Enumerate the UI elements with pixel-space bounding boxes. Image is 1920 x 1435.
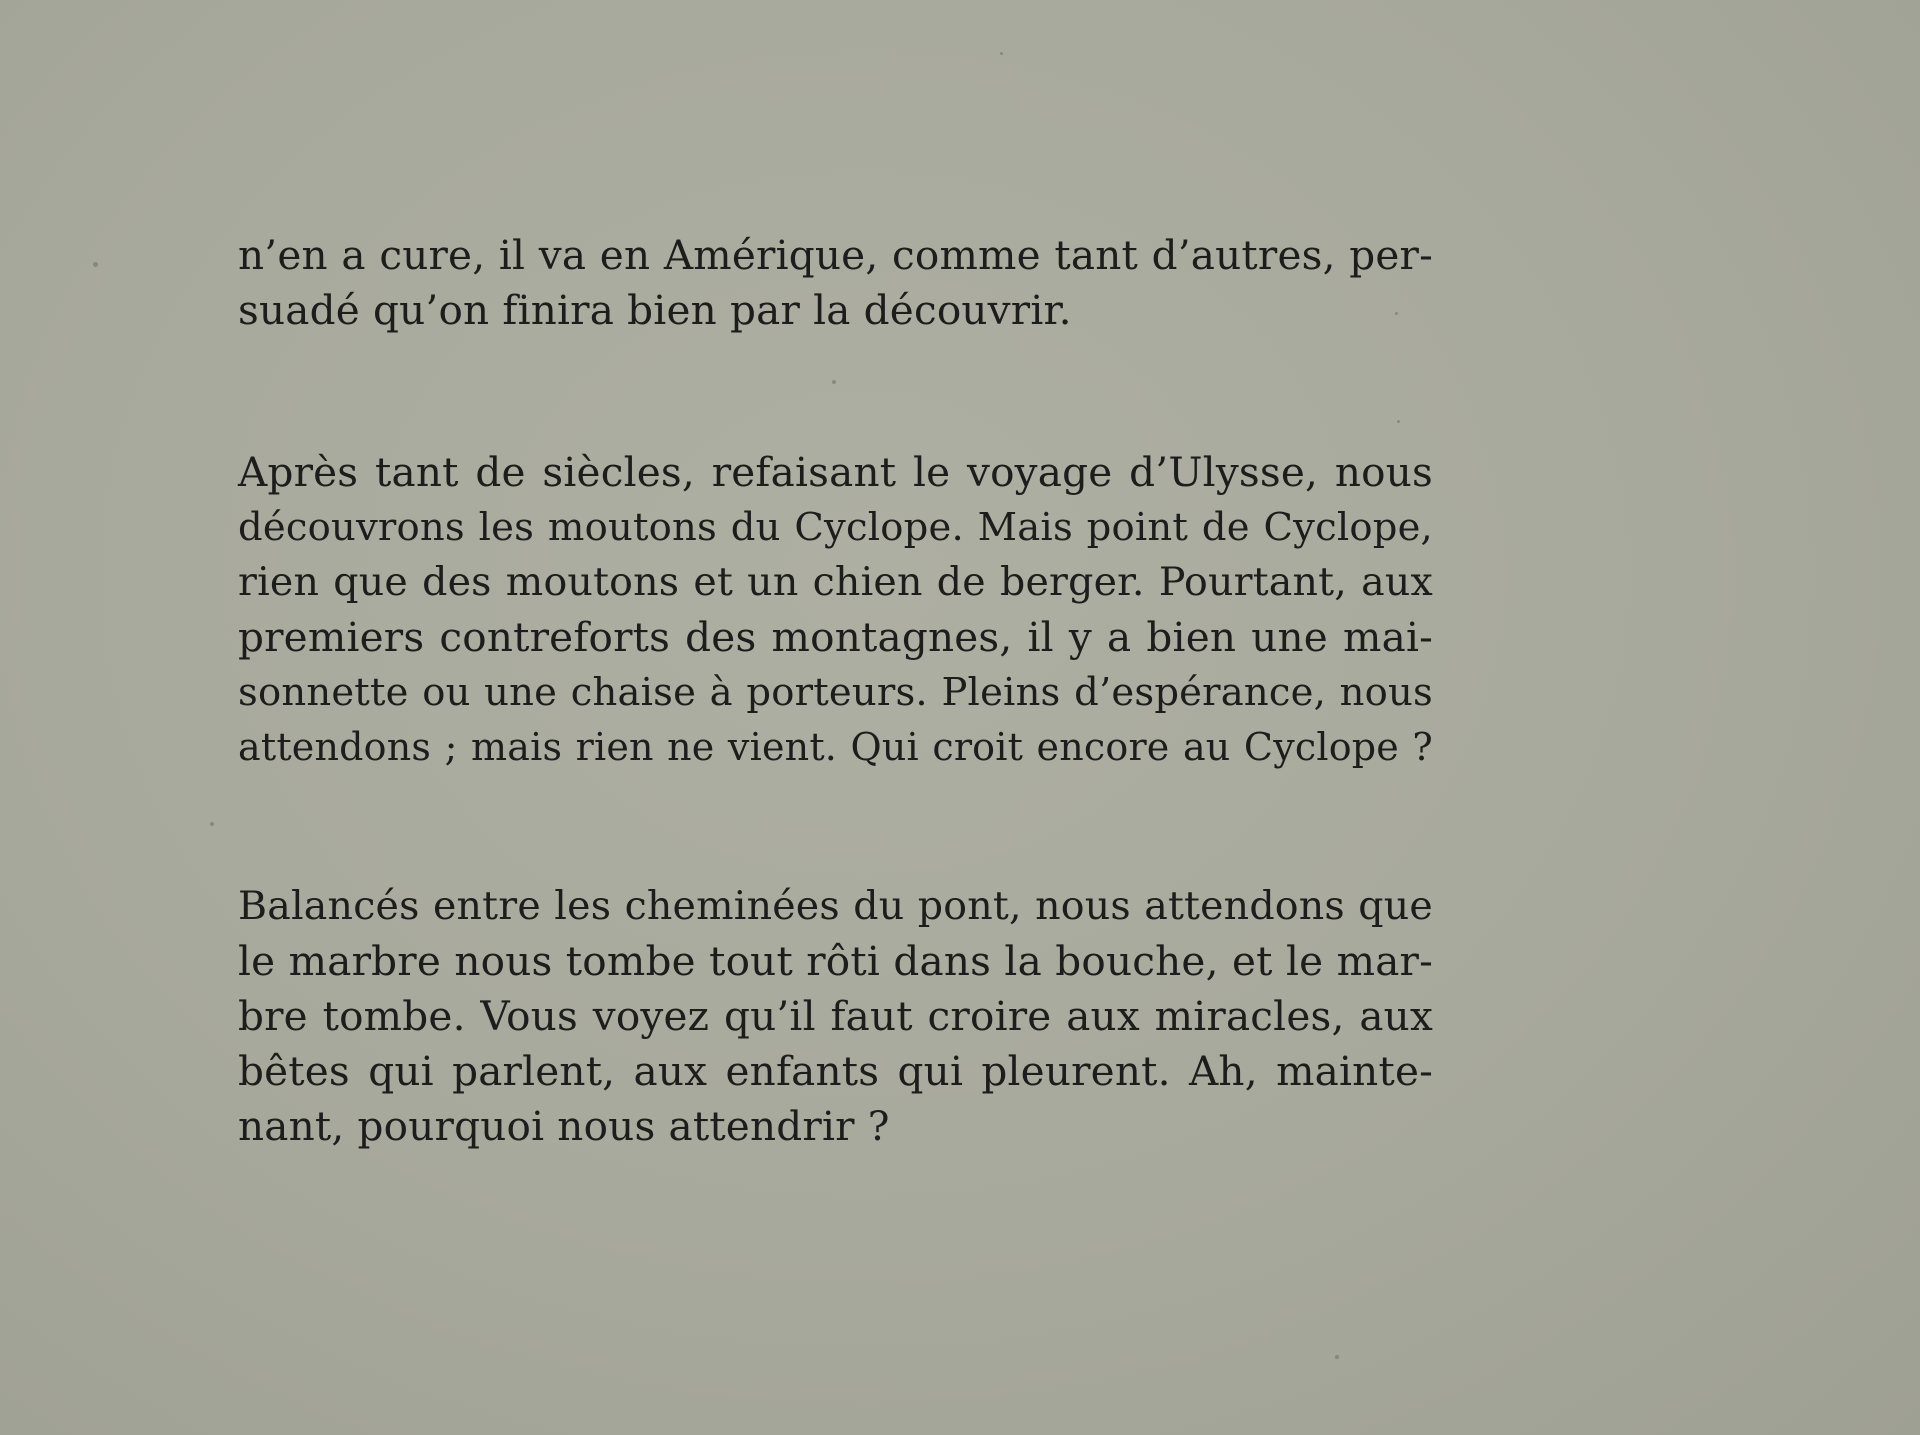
text-line: premiers contreforts des montagnes, il y a bien une mai- bbox=[238, 613, 1433, 661]
paper-speck bbox=[1000, 52, 1003, 55]
paragraph-3 bbox=[238, 879, 1433, 1154]
text-line: découvrons les moutons du Cyclope. Mais point de Cyclope, bbox=[238, 505, 1433, 550]
text-line: Après tant de siècles, refaisant le voyage d’Ulysse, nous bbox=[238, 448, 1433, 496]
text-line: Balancés entre les cheminées du pont, nous attendons que bbox=[238, 883, 1433, 929]
paper-speck bbox=[1397, 420, 1400, 423]
text-line: n’en a cure, il va en Amérique, comme tant d’autres, per- bbox=[238, 231, 1433, 279]
text-line: bêtes qui parlent, aux enfants qui pleurent. Ah, mainte- bbox=[238, 1047, 1433, 1095]
paragraph-2 bbox=[238, 445, 1433, 775]
text-line: le marbre nous tombe tout rôti dans la bouche, et le mar- bbox=[238, 937, 1433, 985]
text-line: sonnette ou une chaise à porteurs. Pleins d’espérance, nous bbox=[238, 670, 1433, 715]
paper-speck bbox=[210, 822, 214, 826]
text-line: suadé qu’on finira bien par la découvrir. bbox=[238, 286, 1072, 334]
text-line: nant, pourquoi nous attendrir ? bbox=[238, 1102, 890, 1150]
text-line: attendons ; mais rien ne vient. Qui croit encore au Cyclope ? bbox=[238, 725, 1433, 769]
paper-speck bbox=[1335, 1355, 1339, 1359]
paper-speck bbox=[832, 380, 836, 384]
text-line: bre tombe. Vous voyez qu’il faut croire aux miracles, aux bbox=[238, 992, 1433, 1040]
paper-speck bbox=[93, 262, 98, 267]
text-line: rien que des moutons et un chien de berger. Pourtant, aux bbox=[238, 559, 1433, 605]
paragraph-1 bbox=[238, 228, 1433, 338]
